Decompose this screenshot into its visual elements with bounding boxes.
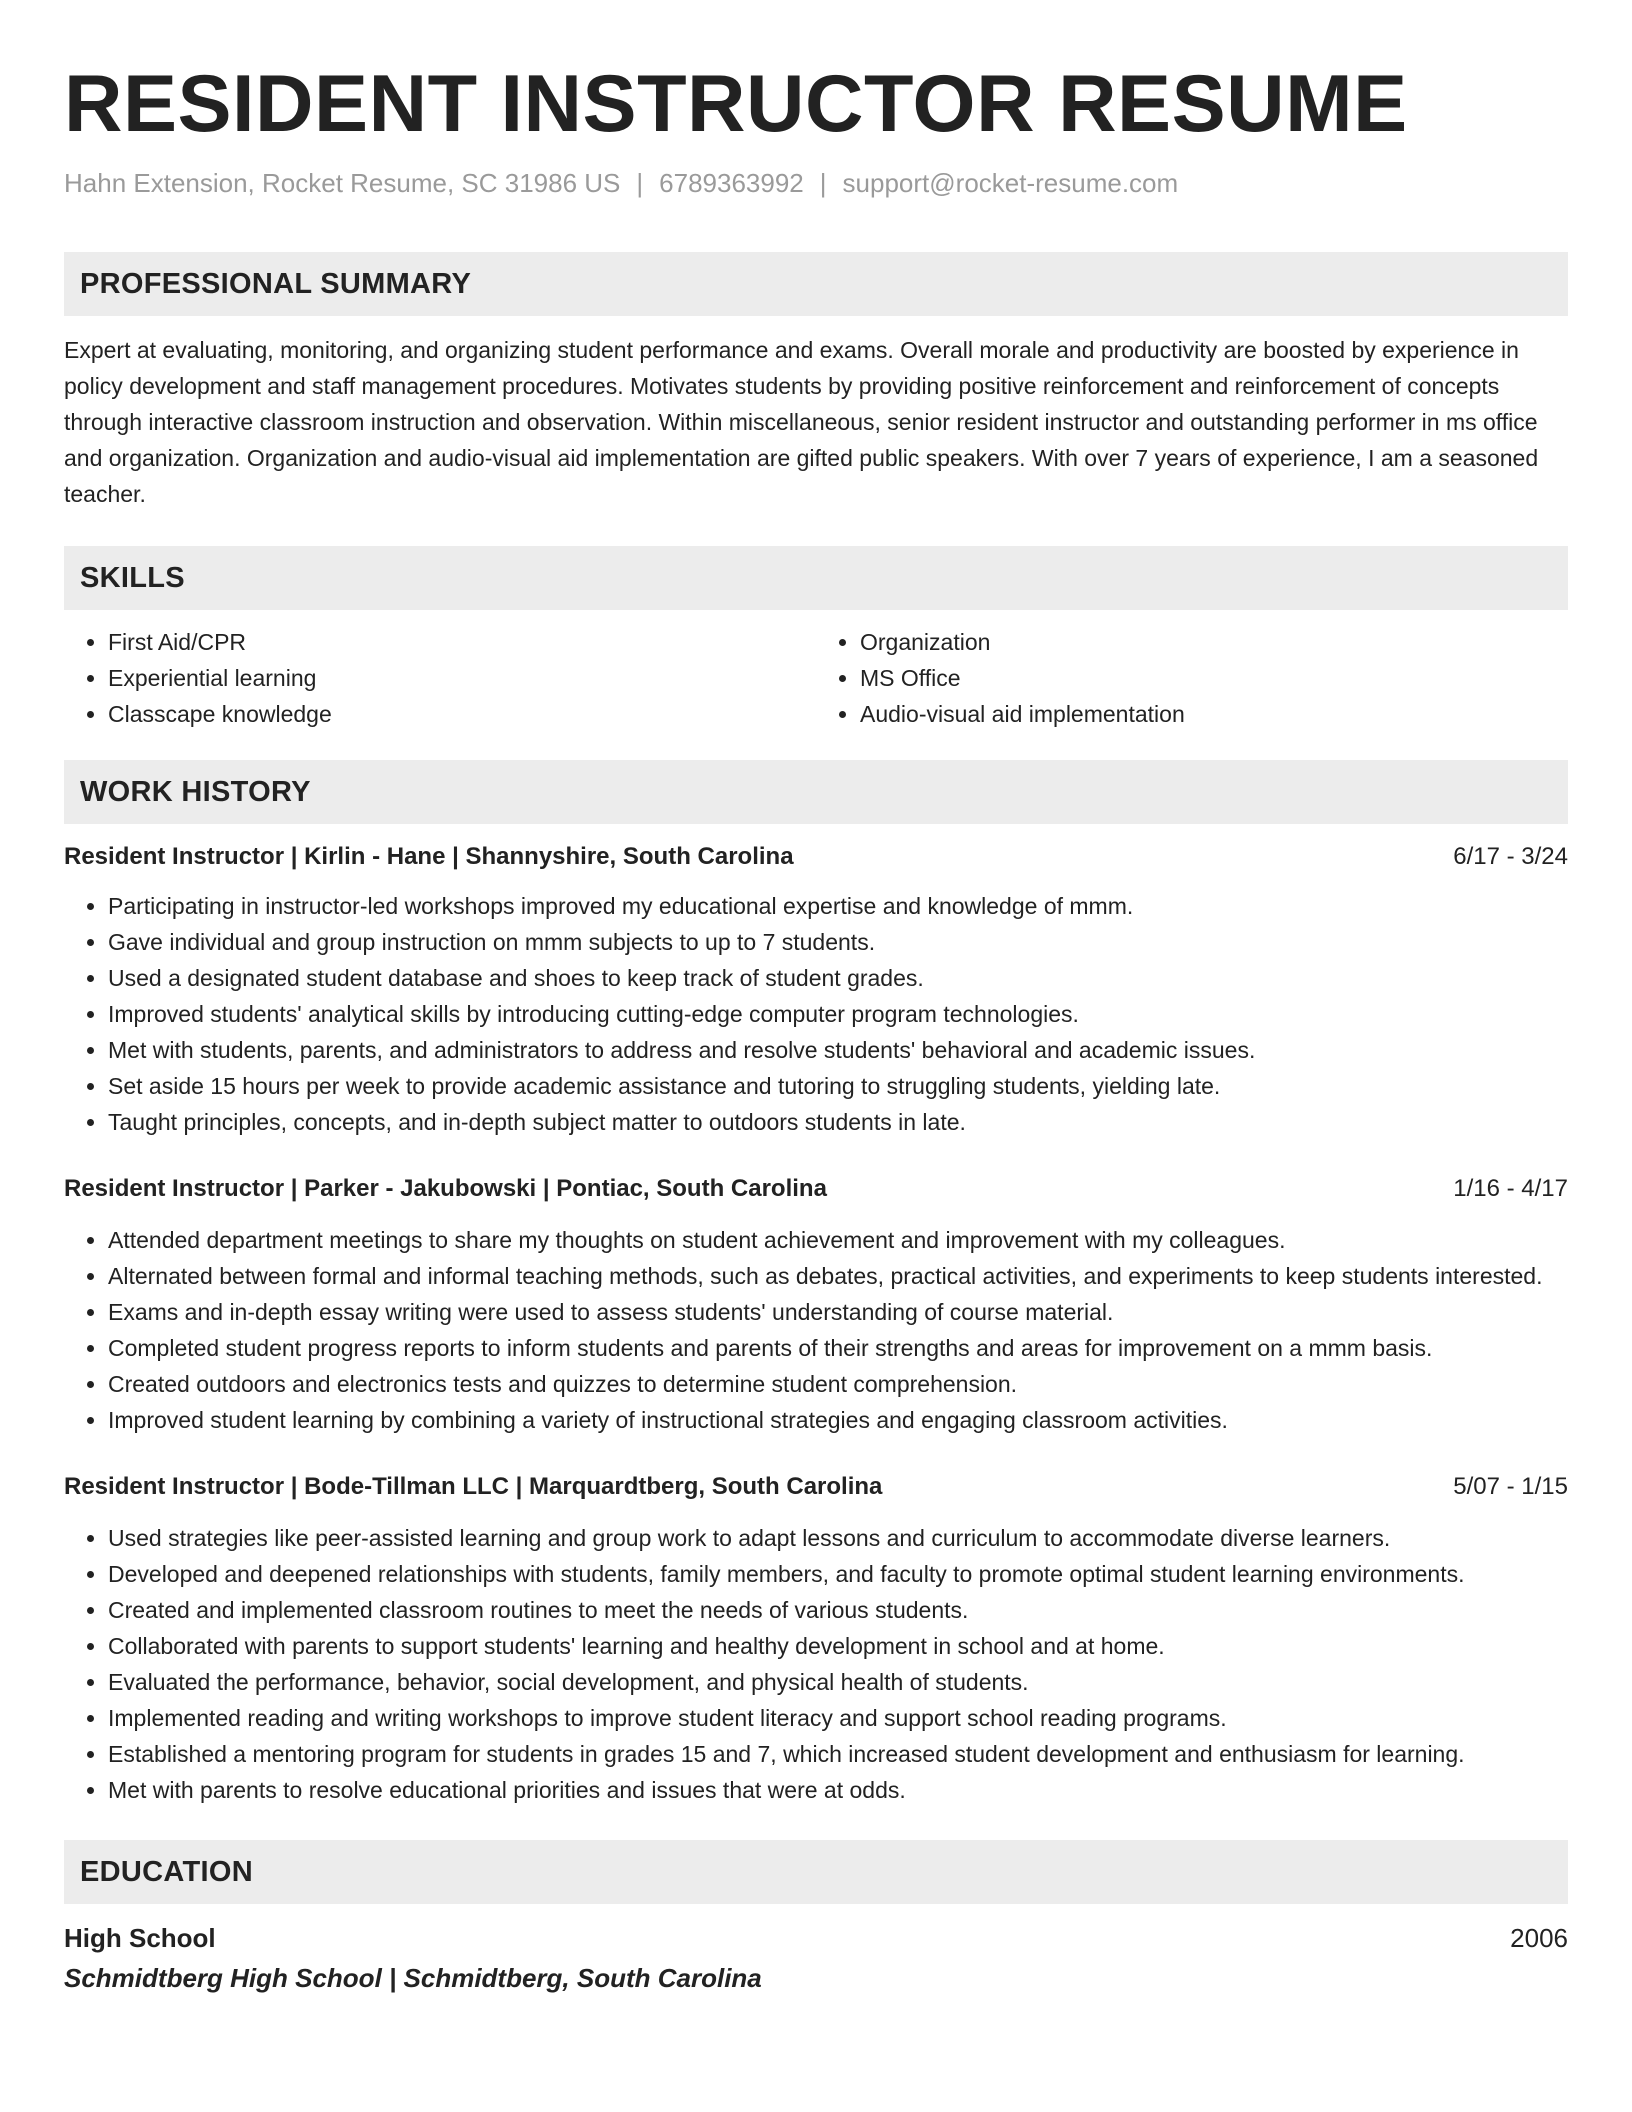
skill-item: • Classcape knowledge	[108, 696, 816, 732]
job-title: Resident Instructor | Kirlin - Hane | Shannyshire, South Carolina	[64, 843, 794, 870]
job-bullet: • Completed student progress reports to inform students and parents of their strengths and areas for improvement on a mmm basis.	[108, 1330, 1568, 1366]
job-bullet: • Evaluated the performance, behavior, social development, and physical health of students.	[108, 1664, 1568, 1700]
skill-item: • First Aid/CPR	[108, 624, 816, 660]
contact-email: support@rocket-resume.com	[842, 168, 1179, 198]
skill-item: • Experiential learning	[108, 660, 816, 696]
section-header-summary: PROFESSIONAL SUMMARY	[64, 252, 1568, 316]
job-entry	[64, 1470, 1568, 1808]
job-bullet: • Created outdoors and electronics tests and quizzes to determine student comprehension.	[108, 1366, 1568, 1402]
job-bullet: • Gave individual and group instruction on mmm subjects to up to 7 students.	[108, 924, 1568, 960]
job-bullet: • Set aside 15 hours per week to provide academic assistance and tutoring to struggling students, yielding late.	[108, 1068, 1568, 1104]
job-bullet: • Developed and deepened relationships with students, family members, and faculty to promote optimal student learning environments.	[108, 1556, 1568, 1592]
job-header	[64, 1172, 1568, 1206]
job-bullet: • Improved students' analytical skills by introducing cutting-edge computer program technologies.	[108, 996, 1568, 1032]
contact-phone: 6789363992	[659, 168, 804, 198]
skill-item: • Audio-visual aid implementation	[860, 696, 1568, 732]
job-header	[64, 1470, 1568, 1504]
contact-separator: |	[636, 168, 644, 198]
skills-grid	[64, 624, 1568, 732]
education-school: Schmidtberg High School | Schmidtberg, South Carolina	[64, 1963, 762, 1993]
job-bullet: • Implemented reading and writing workshops to improve student literacy and support school reading programs.	[108, 1700, 1568, 1736]
job-dates: 5/07 - 1/15	[1453, 1473, 1568, 1500]
job-title: Resident Instructor | Parker - Jakubowski | Pontiac, South Carolina	[64, 1175, 827, 1202]
skills-column-left	[64, 624, 816, 732]
job-dates: 6/17 - 3/24	[1453, 843, 1568, 870]
job-bullets	[64, 1222, 1568, 1438]
job-bullets	[64, 888, 1568, 1140]
job-bullet: • Participating in instructor-led workshops improved my educational expertise and knowledge of mmm.	[108, 888, 1568, 924]
section-header-skills: SKILLS	[64, 546, 1568, 610]
education-header	[64, 1920, 1568, 1956]
job-bullet: • Improved student learning by combining a variety of instructional strategies and engaging classroom activities.	[108, 1402, 1568, 1438]
job-entry	[64, 1172, 1568, 1438]
job-entry	[64, 840, 1568, 1140]
job-bullet: • Attended department meetings to share my thoughts on student achievement and improvement with my colleagues.	[108, 1222, 1568, 1258]
job-bullet: • Met with students, parents, and administrators to address and resolve students' behavioral and academic issues.	[108, 1032, 1568, 1068]
skills-column-right	[816, 624, 1568, 732]
job-bullet: • Established a mentoring program for students in grades 15 and 7, which increased student development and enthusiasm for learning.	[108, 1736, 1568, 1772]
job-bullet: • Collaborated with parents to support students' learning and healthy development in school and at home.	[108, 1628, 1568, 1664]
job-bullet: • Met with parents to resolve educational priorities and issues that were at odds.	[108, 1772, 1568, 1808]
job-bullet: • Created and implemented classroom routines to meet the needs of various students.	[108, 1592, 1568, 1628]
resume-page	[64, 0, 1568, 1996]
education-degree: High School	[64, 1923, 216, 1953]
job-bullet: • Alternated between formal and informal teaching methods, such as debates, practical activities, and experiments to keep students interested.	[108, 1258, 1568, 1294]
skill-item: • MS Office	[860, 660, 1568, 696]
job-bullet: • Used a designated student database and shoes to keep track of student grades.	[108, 960, 1568, 996]
education-year: 2006	[1510, 1923, 1568, 1953]
contact-address: Hahn Extension, Rocket Resume, SC 31986 US	[64, 168, 621, 198]
resume-title: RESIDENT INSTRUCTOR RESUME	[64, 59, 1408, 149]
job-bullet: • Exams and in-depth essay writing were used to assess students' understanding of course material.	[108, 1294, 1568, 1330]
contact-line	[64, 166, 1568, 200]
job-bullets	[64, 1520, 1568, 1808]
section-header-work-history: WORK HISTORY	[64, 760, 1568, 824]
job-header	[64, 840, 1568, 874]
contact-separator: |	[819, 168, 827, 198]
summary-text: Expert at evaluating, monitoring, and organizing student performance and exams. Overall morale and productivity are boosted by experience in policy development and staff management procedures. Motivates students by providing positive reinforcement and reinforcement of concepts through interactive classroom instruction and observation. Within miscellaneous, senior resident instructor and outstanding performer in ms office and organization. Organization and audio-visual aid implementation are gifted public speakers. With over 7 years of experience, I am a seasoned teacher.	[64, 337, 1539, 507]
skill-item: • Organization	[860, 624, 1568, 660]
job-bullet: • Taught principles, concepts, and in-depth subject matter to outdoors students in late.	[108, 1104, 1568, 1140]
section-header-education: EDUCATION	[64, 1840, 1568, 1904]
job-title: Resident Instructor | Bode-Tillman LLC | Marquardtberg, South Carolina	[64, 1473, 883, 1500]
job-dates: 1/16 - 4/17	[1453, 1175, 1568, 1202]
job-bullet: • Used strategies like peer-assisted learning and group work to adapt lessons and curriculum to accommodate diverse learners.	[108, 1520, 1568, 1556]
